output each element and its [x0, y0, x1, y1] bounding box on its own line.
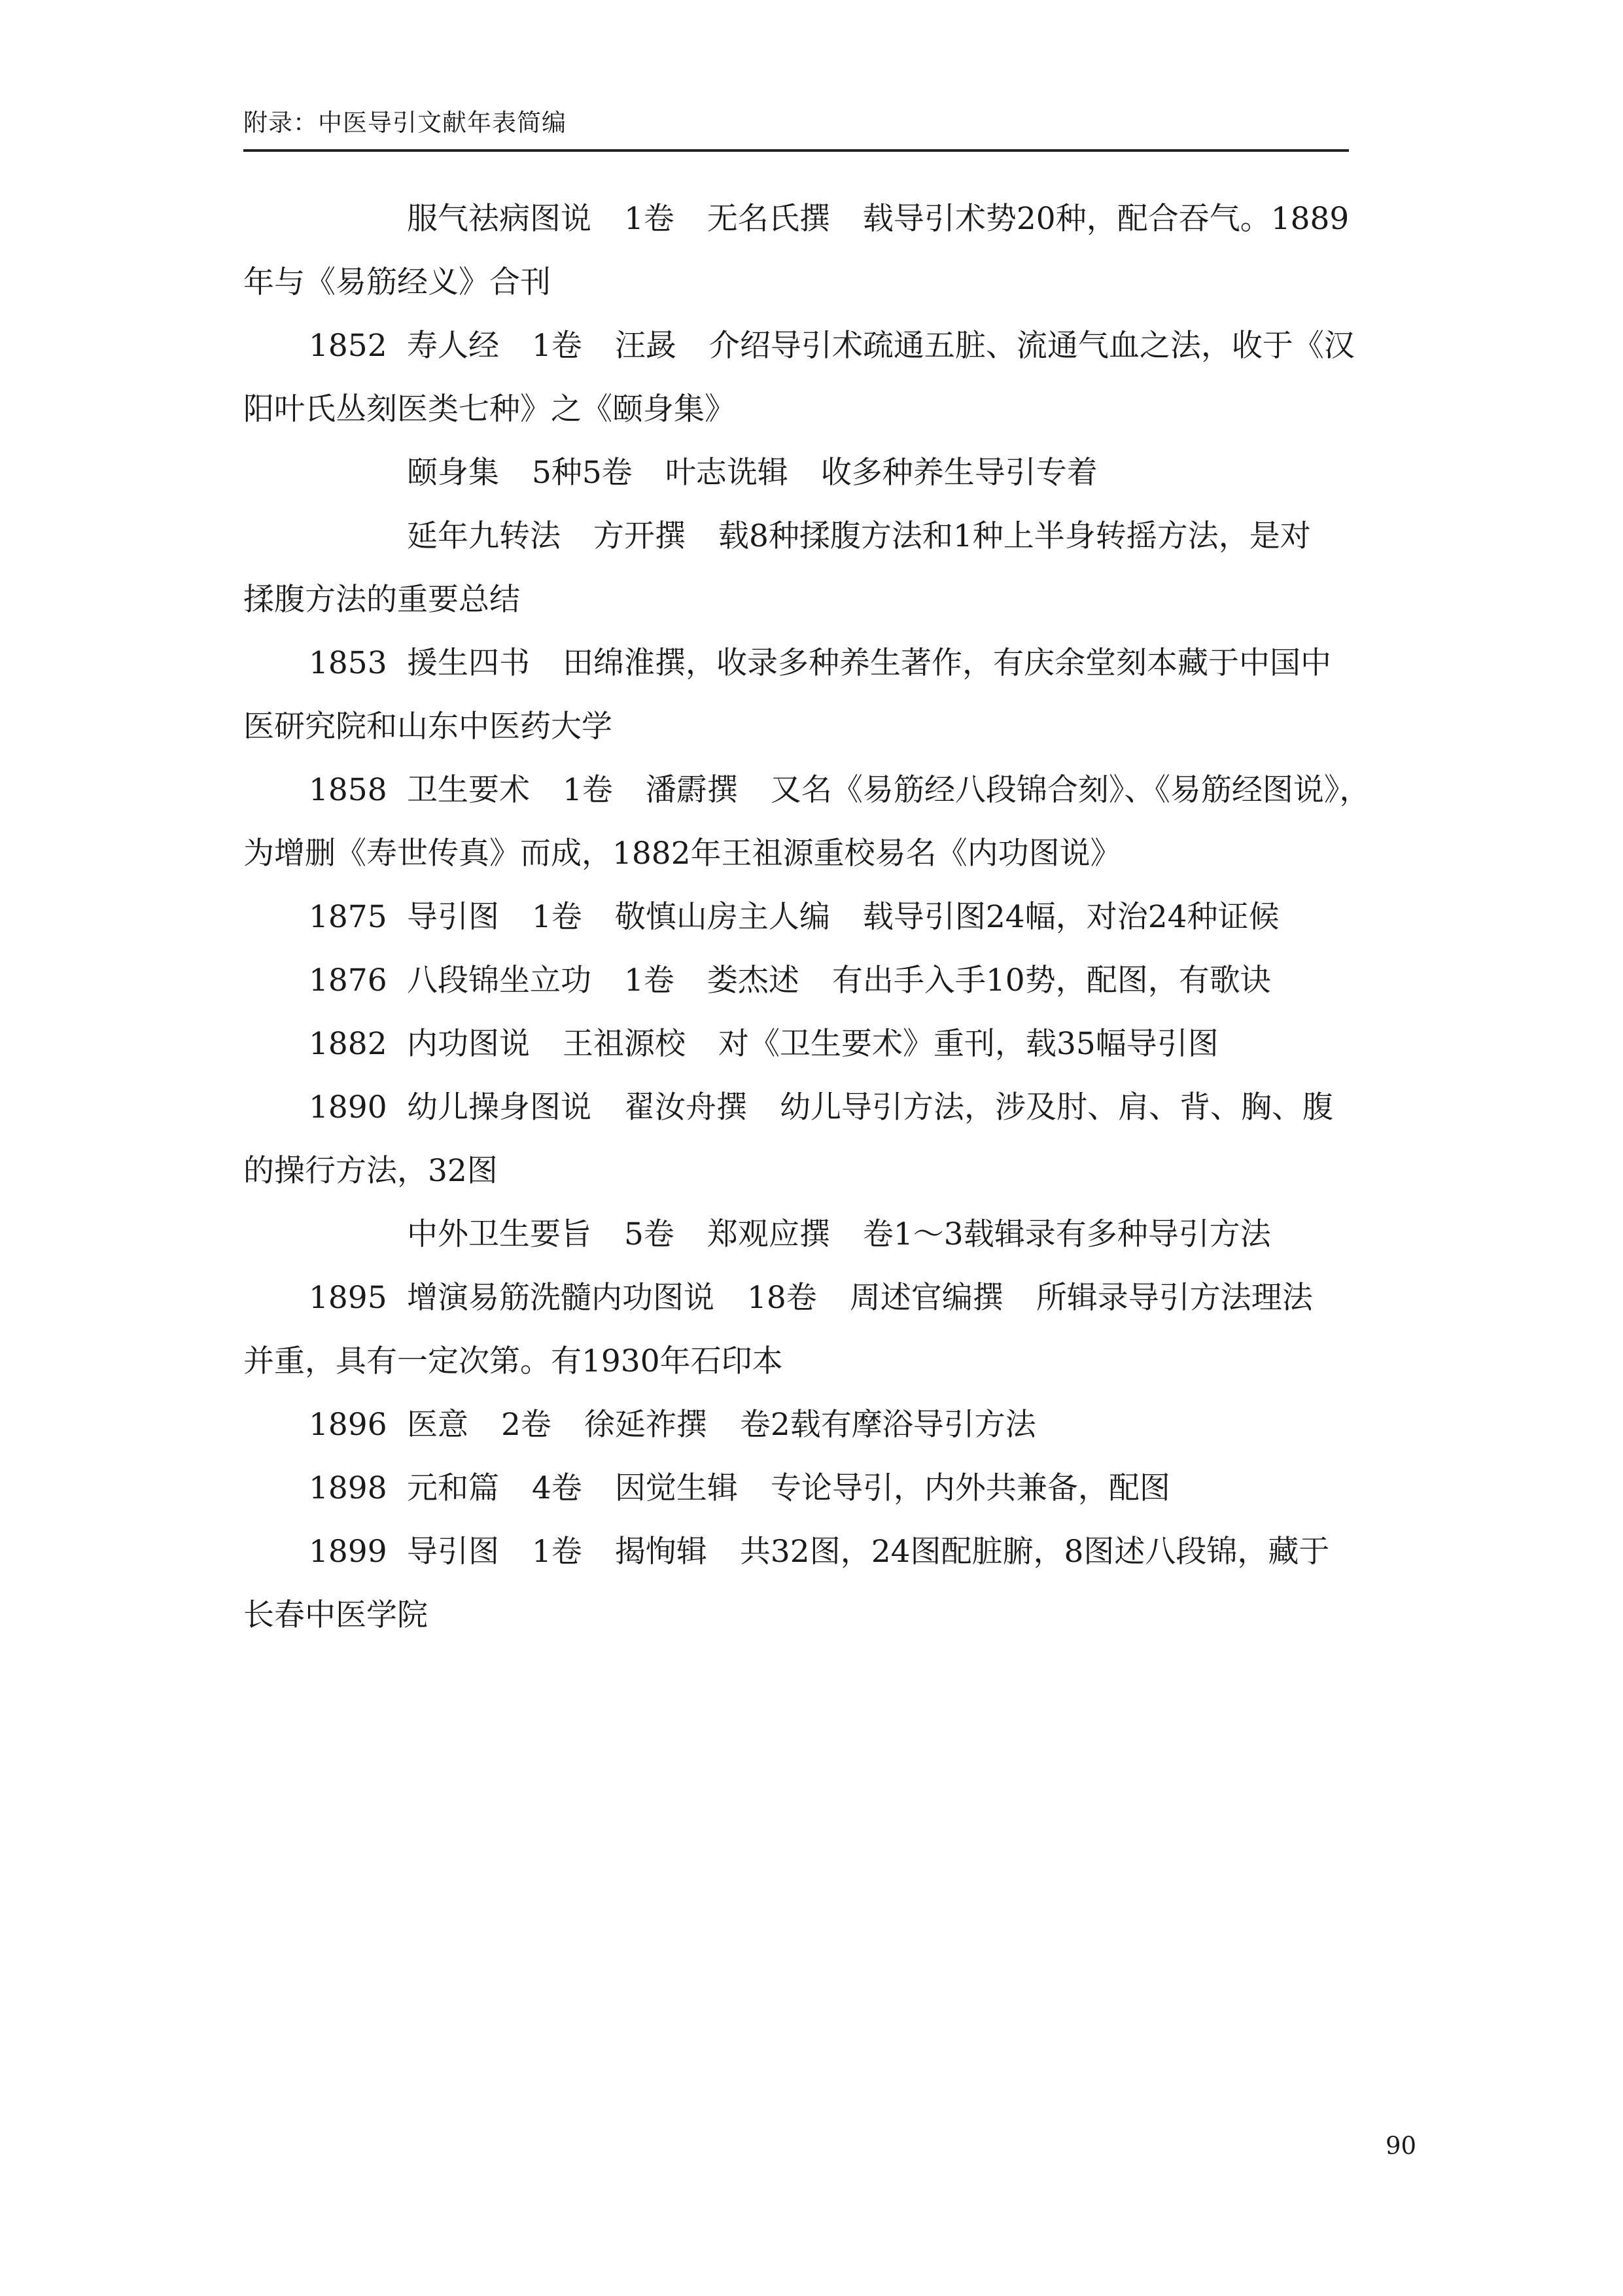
entry-title: 导引图 [407, 899, 499, 935]
entry-title: 卫生要术 [407, 772, 530, 808]
list-item [309, 1279, 1313, 1318]
list-item [407, 200, 1349, 239]
list-item [309, 961, 1271, 1000]
entry-description: 幼儿导引方法，涉及肘、肩、背、胸、腹 [780, 1089, 1333, 1125]
entry-description: 载8种揉腹方法和1种上半身转摇方法，是对 [718, 518, 1311, 554]
entry-year: 1876 [309, 963, 387, 998]
entry-author: 因觉生辑 [614, 1470, 738, 1506]
entry-author: 无名氏撰 [707, 201, 830, 237]
entry-description: 卷1～3载辑录有多种导引方法 [862, 1216, 1271, 1252]
entry-title: 八段锦坐立功 [407, 963, 591, 998]
entry-title: 幼儿操身图说 [407, 1089, 591, 1125]
entry-volumes: 5卷 [624, 1216, 674, 1252]
entry-volumes: 5种5卷 [532, 455, 633, 491]
entry-title: 内功图说 [407, 1026, 530, 1062]
entry-description: 共32图，24图配脏腑，8图述八段锦，藏于 [739, 1534, 1330, 1570]
entry-description-continued: 长春中医学院 [243, 1597, 428, 1633]
entry-volumes: 1卷 [532, 899, 582, 935]
header-title: 附录：中医导引文献年表简编 [243, 109, 567, 137]
list-item [309, 771, 1370, 810]
entry-description: 载导引术势20种，配合吞气。1889 [862, 201, 1350, 237]
entry-volumes: 1卷 [532, 1534, 582, 1570]
entry-volumes: 18卷 [747, 1280, 817, 1316]
entry-title: 延年九转法 [407, 518, 561, 554]
entry-description-continued: 医研究院和山东中医药大学 [243, 709, 612, 745]
entry-title: 颐身集 [407, 455, 499, 491]
entry-description-continued: 并重，具有一定次第。有1930年石印本 [243, 1343, 783, 1379]
entry-author: 潘霨撰 [645, 772, 738, 808]
entry-description-continued: 的操行方法，32图 [243, 1153, 498, 1189]
entry-title: 医意 [407, 1407, 468, 1443]
list-item [309, 644, 1331, 683]
entry-description-continued: 年与《易筋经义》合刊 [243, 264, 551, 300]
entry-year: 1852 [309, 328, 387, 364]
entry-description: 介绍导引术疏通五脏、流通气血之法，收于《汉 [708, 328, 1355, 364]
list-item [309, 327, 1355, 366]
running-header [243, 105, 1349, 152]
entry-author: 翟汝舟撰 [624, 1089, 747, 1125]
entry-title: 中外卫生要旨 [407, 1216, 591, 1252]
entry-description-continued: 阳叶氏丛刻医类七种》之《颐身集》 [243, 391, 735, 427]
entry-description: 载导引图24幅，对治24种证候 [862, 899, 1280, 935]
entry-volumes: 2卷 [501, 1407, 551, 1443]
entry-year: 1890 [309, 1089, 387, 1125]
entry-title: 元和篇 [407, 1470, 499, 1506]
list-item [309, 1405, 1036, 1445]
entry-year: 1899 [309, 1534, 387, 1570]
list-item [309, 1532, 1329, 1572]
entry-description: 有出手入手10势，配图，有歌诀 [831, 963, 1271, 998]
entry-description-continued: 为增删《寿世传真》而成，1882年王祖源重校易名《内功图说》 [243, 836, 1121, 872]
entry-author: 叶志诜辑 [665, 455, 788, 491]
entry-description: 田绵淮撰，收录多种养生著作，有庆余堂刻本藏于中国中 [563, 645, 1331, 681]
entry-author: 方开撰 [593, 518, 686, 554]
entry-year: 1882 [309, 1026, 387, 1062]
entry-description: 对《卫生要术》重刊，载35幅导引图 [718, 1026, 1219, 1062]
entry-author: 汪晸 [614, 328, 676, 364]
entry-volumes: 1卷 [563, 772, 613, 808]
entry-volumes: 1卷 [624, 963, 674, 998]
page-number: 90 [1386, 2132, 1417, 2160]
entry-volumes: 4卷 [532, 1470, 582, 1506]
entry-year: 1898 [309, 1470, 387, 1506]
entry-year: 1896 [309, 1407, 387, 1443]
entry-title: 援生四书 [407, 645, 530, 681]
entry-author: 徐延祚撰 [584, 1407, 707, 1443]
entry-author: 郑观应撰 [707, 1216, 830, 1252]
entry-author: 敬慎山房主人编 [614, 899, 830, 935]
list-item [309, 1025, 1219, 1064]
entry-description-continued: 揉腹方法的重要总结 [243, 582, 520, 618]
list-item [407, 453, 1098, 493]
entry-volumes: 1卷 [624, 201, 674, 237]
entry-title: 寿人经 [407, 328, 499, 364]
entry-description: 卷2载有摩浴导引方法 [739, 1407, 1036, 1443]
entry-year: 1858 [309, 772, 387, 808]
entry-year: 1853 [309, 645, 387, 681]
entry-description: 所辑录导引方法理法 [1036, 1280, 1313, 1316]
entry-title: 导引图 [407, 1534, 499, 1570]
entry-year: 1875 [309, 899, 387, 935]
entry-description: 专论导引，内外共兼备，配图 [770, 1470, 1170, 1506]
entry-author: 王祖源校 [563, 1026, 686, 1062]
entry-volumes: 1卷 [532, 328, 582, 364]
list-item [407, 517, 1311, 556]
list-item [309, 1469, 1170, 1508]
entry-author: 娄杰述 [707, 963, 799, 998]
entry-description: 又名《易筋经八段锦合刻》、《易筋经图说》， [770, 772, 1370, 808]
list-item [407, 1215, 1271, 1254]
list-item [309, 1088, 1333, 1127]
entry-title: 服气祛病图说 [407, 201, 591, 237]
entry-description: 收多种养生导引专着 [820, 455, 1098, 491]
entry-author: 周述官编撰 [849, 1280, 1003, 1316]
entry-title: 增演易筋洗髓内功图说 [407, 1280, 714, 1316]
entry-year: 1895 [309, 1280, 387, 1316]
list-item [309, 898, 1280, 937]
entry-author: 揭恂辑 [614, 1534, 707, 1570]
